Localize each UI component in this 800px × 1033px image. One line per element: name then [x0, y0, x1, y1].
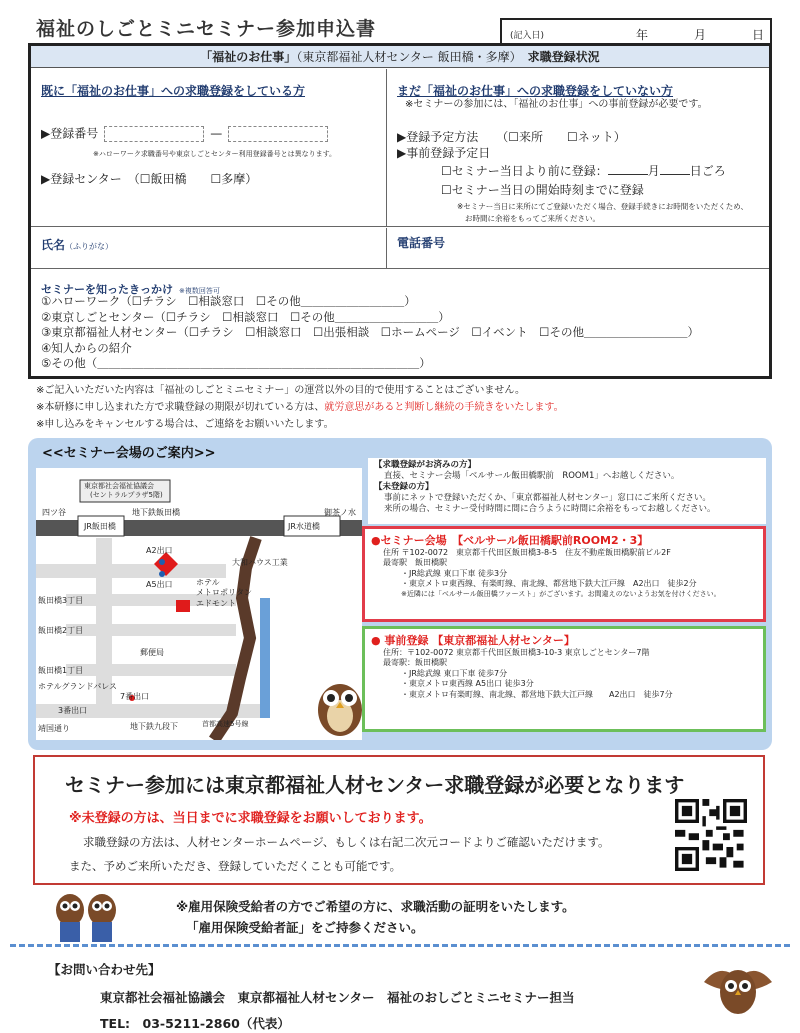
- reg-addr: 住所：〒102-0072 東京都千代田区飯田橋3-10-3 東京しごとセンター7階: [383, 648, 650, 657]
- registration-status-band: [31, 46, 769, 68]
- note-expired-red: 就労意思があると判断し継続の手続きをいたします。: [324, 402, 564, 413]
- trigger-heading: セミナーを知ったきっかけ: [41, 283, 173, 296]
- map-chika: 地下鉄飯田橋: [132, 508, 180, 517]
- contact-org: 東京都社会福祉協議会 東京都福祉人材センター 福祉のおしごとミニセミナー担当: [100, 990, 575, 1005]
- map-kuniyoshi: 靖国通り: [38, 724, 70, 733]
- venue-guide-header: <<セミナー会場のご案内>>: [42, 446, 216, 461]
- name-label: 氏名: [41, 238, 66, 252]
- center-marker: [176, 600, 190, 612]
- info-h2: 【未登録の方】: [374, 482, 434, 493]
- reg-number-row[interactable]: ▶登録番号 —: [41, 126, 334, 142]
- map-jr-iida: JR飯田橋: [84, 522, 116, 531]
- notice-red: ※未登録の方は、当日までに求職登録をお願いしております。: [69, 811, 432, 826]
- map-shuto: 首都高速5号線: [202, 720, 249, 728]
- note-privacy: ※ご記入いただいた内容は「福祉のしごとミニセミナー」の運営以外の目的で使用することはございません。: [36, 385, 525, 396]
- date-field[interactable]: [500, 18, 772, 44]
- road-h4: [66, 664, 236, 676]
- registration-info: [368, 458, 766, 524]
- note-expired: [36, 402, 564, 415]
- option-before-label: ☐セミナー当日より前に登録：: [441, 164, 608, 178]
- road-h1: [36, 564, 226, 578]
- venue-title: ●セミナー会場 【ベルサール飯田橋駅前ROOM2・3】: [371, 534, 649, 547]
- option-note-1: ※セミナー当日に来所にてご登録いただく場合、登録手続きにお時間をいただくため、: [457, 202, 748, 211]
- option-note-2: お時間に余裕をもってご来所ください。: [465, 214, 600, 223]
- insurance-line2: 「雇用保険受給者証」をご持参ください。: [186, 920, 424, 935]
- registration-notice: [33, 755, 765, 885]
- venue-station: 最寄駅 飯田橋駅: [383, 558, 447, 568]
- owl-pair-icon: [54, 888, 118, 946]
- venue-guide-section: [28, 438, 772, 750]
- divider: [386, 228, 387, 268]
- year-label: 年: [636, 28, 649, 42]
- option-before[interactable]: [441, 164, 726, 179]
- map-exit7: 7番出口: [120, 692, 150, 701]
- notice-line2: また、予めご来所いただき、登録していただくことも可能です。: [69, 859, 402, 873]
- divider: [386, 69, 387, 226]
- map-suido: JR水道橋: [288, 522, 320, 531]
- reg-line3: ・東京メトロ有楽町線、南北線、都営地下鉄大江戸線 A2出口 徒歩7分: [401, 689, 673, 699]
- divider: [31, 268, 769, 269]
- reg-number-input-2[interactable]: [228, 126, 328, 142]
- day-label: 日: [752, 28, 765, 42]
- reg-number-input-1[interactable]: [104, 126, 204, 142]
- note-expired-text: ※本研修に申し込まれた方で求職登録の期限が切れている方は、: [36, 402, 325, 413]
- page-title: 福祉のしごとミニセミナー参加申込書: [36, 18, 377, 40]
- application-form: [28, 43, 772, 379]
- trigger-item[interactable]: ①ハローワーク（☐チラシ ☐相談窓口 ☐その他＿＿＿＿＿＿＿＿＿）: [41, 294, 416, 308]
- exit-a5-dot: [159, 571, 165, 577]
- pre-registration-card: [362, 626, 766, 732]
- section-divider: [10, 944, 790, 947]
- venue-line1: ・JR総武線 東口下車 徒歩3分: [401, 568, 508, 578]
- map-bldg2: (セントラルプラザ5階): [90, 491, 163, 499]
- month-label: 月: [694, 28, 707, 42]
- reg-number-label: ▶登録番号: [41, 126, 99, 141]
- venue-card: [362, 526, 766, 622]
- exit-a2-dot: [159, 559, 165, 565]
- trigger-list[interactable]: [41, 294, 699, 372]
- band-name: 「福祉のお仕事」: [200, 50, 297, 64]
- divider: [31, 226, 769, 227]
- date-label: (記入日): [510, 31, 545, 41]
- trigger-note: ※複数回答可: [179, 287, 220, 295]
- trigger-item[interactable]: ③東京都福祉人材センター（☐チラシ ☐相談窓口 ☐出張相談 ☐ホームページ ☐イベント ☐その他＿＿＿＿＿＿＿＿＿）: [41, 325, 699, 340]
- trigger-item[interactable]: ②東京しごとセンター（☐チラシ ☐相談窓口 ☐その他＿＿＿＿＿＿＿＿＿）: [41, 309, 450, 324]
- center-select[interactable]: ▶登録センター （☐飯田橋 ☐多摩）: [41, 172, 258, 186]
- contact-heading: 【お問い合わせ先】: [48, 962, 161, 977]
- insurance-line1: ※雇用保険受給者の方でご希望の方に、求職活動の証明をいたします。: [176, 899, 575, 914]
- map-hotel: ホテル メトロポリタン エドモント: [196, 578, 252, 608]
- trigger-item[interactable]: ⑤その他（＿＿＿＿＿＿＿＿＿＿＿＿＿＿＿＿＿＿＿＿＿＿＿＿＿＿＿＿）: [41, 356, 431, 371]
- map-daiwa: 大和ハウス工業: [232, 558, 288, 567]
- map-a5: A5出口: [146, 580, 173, 589]
- venue-line3: ※近隣には「ベルサール飯田橋ファースト」がございます。お間違えのないようお気を付けください。: [401, 589, 721, 598]
- band-org: （東京都福祉人材センター 飯田橋・多摩）: [296, 50, 516, 64]
- map-exit3: 3番出口: [58, 706, 88, 715]
- info-t2: 事前にネットで登録いただくか、「東京都福祉人材センター」窓口にご来所ください。: [384, 493, 711, 504]
- owl-flying-icon: [700, 952, 776, 1022]
- reg-method[interactable]: ▶登録予定方法 （☐来所 ☐ネット）: [397, 130, 626, 144]
- map-a2: A2出口: [146, 546, 173, 555]
- map-kudan: 地下鉄九段下: [130, 722, 178, 731]
- reg-title: ● 事前登録 【東京都福祉人材センター】: [371, 634, 575, 647]
- info-h1: 【求職登録がお済みの方】: [374, 460, 477, 470]
- notice-heading: セミナー参加には東京都福祉人材センター求職登録が必要となります: [65, 773, 685, 797]
- map-iida2: 飯田橋2丁目: [38, 626, 84, 635]
- contact-tel: TEL: 03-5211-2860（代表）: [100, 1016, 290, 1031]
- name-field[interactable]: [41, 234, 113, 253]
- phone-field[interactable]: 電話番号: [397, 236, 446, 250]
- river: [260, 598, 270, 718]
- reg-number-note: ※ハローワーク求職番号や東京しごとセンター利用登録番号とは異なります。: [93, 150, 337, 158]
- plan-date-label: ▶事前登録予定日: [397, 146, 491, 160]
- map-bldg: 東京都社会福祉協議会: [84, 482, 154, 490]
- owl-mascot-icon: [310, 668, 370, 740]
- map-iida1: 飯田橋1丁目: [38, 666, 84, 675]
- note-cancel: ※申し込みをキャンセルする場合は、ご連絡をお願いいたします。: [36, 419, 334, 430]
- venue-addr: 住所 〒102-0072 東京都千代田区飯田橋3-8-5 住友不動産飯田橋駅前ビル2F: [383, 548, 671, 557]
- map-grand: ホテルグランドパレス: [38, 682, 118, 691]
- road-h3: [66, 624, 236, 636]
- band-status: 求職登録状況: [527, 50, 600, 64]
- notice-line1: 求職登録の方法は、人材センターホームページ、もしくは右記二次元コードよりご確認いただけます。: [83, 835, 610, 849]
- reg-line1: ・JR総武線 東口下車 徒歩7分: [401, 668, 508, 678]
- map-post: 郵便局: [140, 648, 164, 657]
- unregistered-note: ※セミナーの参加には、「福祉のお仕事」への事前登録が必要です。: [405, 99, 708, 110]
- info-t3: 来所の場合、セミナー受付時間に間に合うように時間に余裕をもってお越しください。: [384, 504, 716, 515]
- map-ochano: 御茶ノ水: [324, 508, 356, 517]
- map-yotsuya: 四ツ谷: [42, 508, 66, 517]
- info-t1: 直接、セミナー会場「ベルサール飯田橋駅前 ROOM1」へお越しください。: [384, 471, 680, 482]
- name-kana: （ふりがな）: [65, 242, 114, 251]
- venue-line2: ・東京メトロ東西線、有楽町線、南北線、都営地下鉄大江戸線 A2出口 徒歩2分: [401, 579, 697, 589]
- unregistered-heading: まだ「福祉のお仕事」への求職登録をしていない方: [397, 84, 674, 98]
- registered-heading: 既に「福祉のお仕事」への求職登録をしている方: [41, 84, 306, 98]
- reg-line2: ・東京メトロ東西線 A5出口 徒歩3分: [401, 679, 534, 689]
- option-month: 月: [647, 164, 660, 178]
- trigger-item[interactable]: ④知人からの紹介: [41, 340, 132, 355]
- option-same-day[interactable]: ☐セミナー当日の開始時刻までに登録: [441, 183, 644, 197]
- qr-code-icon[interactable]: [675, 799, 747, 871]
- reg-station: 最寄駅：飯田橋駅: [383, 658, 447, 668]
- map-iida3: 飯田橋3丁目: [38, 596, 84, 605]
- option-day: 日ごろ: [689, 164, 726, 178]
